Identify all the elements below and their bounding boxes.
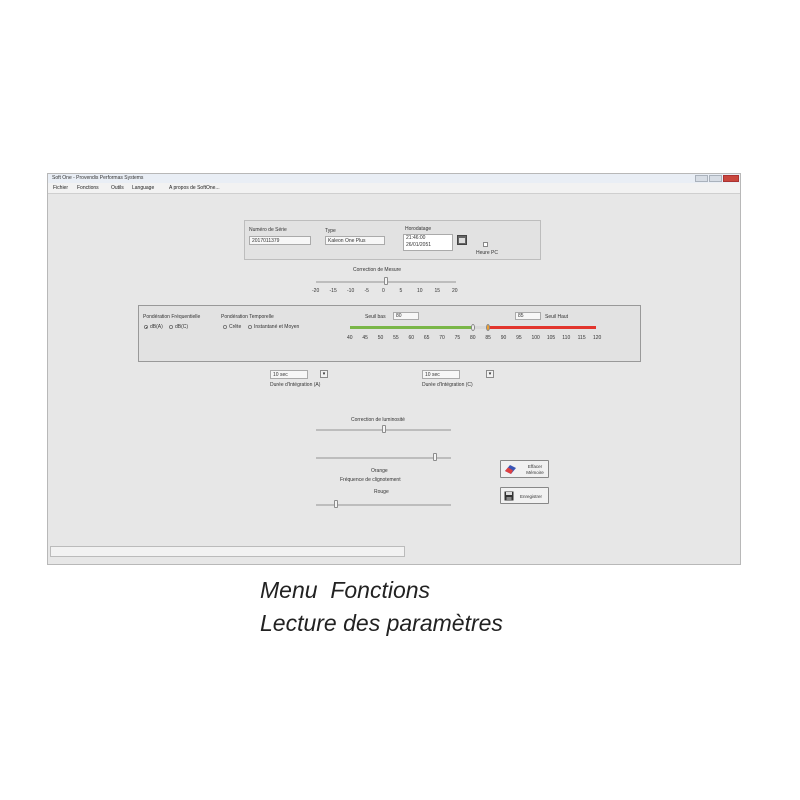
radio-dbc-label: dB(C): [175, 324, 189, 330]
window-title: Soft One - Provendis Performas Systems: [52, 175, 144, 181]
caption-line-2: Lecture des paramètres: [260, 610, 503, 636]
low-threshold-label: Seuil bas: [365, 314, 386, 320]
chevron-down-icon[interactable]: ▾: [486, 370, 494, 378]
blink-track: [316, 457, 451, 459]
integration-c-select[interactable]: 10 sec: [422, 370, 460, 379]
high-threshold-label: Seuil Haut: [545, 314, 569, 320]
blink-slider[interactable]: [433, 453, 437, 461]
level-scale-tick: 40: [347, 335, 353, 341]
level-scale-tick: 60: [408, 335, 415, 341]
level-scale-tick: 55: [393, 335, 399, 341]
brightness-label: Correction de luminosité: [351, 417, 405, 423]
menu-item-language[interactable]: Language: [132, 185, 155, 191]
chevron-down-icon[interactable]: ▾: [320, 370, 328, 378]
measure-correction-tick: 10: [417, 288, 423, 294]
measure-correction-tick: 5: [399, 288, 403, 294]
erase-label-1: Effacer: [527, 464, 543, 469]
level-scale-tick: 65: [423, 335, 430, 341]
menu-item-fonctions[interactable]: Fonctions: [77, 185, 99, 191]
brightness-slider[interactable]: [382, 425, 386, 433]
minimize-button[interactable]: [695, 175, 708, 182]
serial-label: Numéro de Série: [249, 227, 287, 233]
date-value: 26/01/2051: [406, 242, 432, 248]
level-scale-tick: 80: [470, 335, 476, 341]
maximize-button[interactable]: [709, 175, 722, 182]
measure-correction-tick: 20: [452, 288, 458, 294]
clock-label: Horodatage: [405, 226, 432, 232]
rouge-label: Rouge: [374, 489, 389, 495]
low-threshold-handle[interactable]: [471, 324, 475, 331]
measure-correction-tick: -20: [312, 288, 320, 294]
level-green-zone: [350, 326, 473, 329]
level-scale-tick: 70: [439, 335, 445, 341]
measure-correction-tick: 0: [382, 288, 385, 294]
title-bar: [48, 174, 740, 183]
blink-frequency-label: Fréquence de clignotement: [340, 477, 401, 483]
radio-instant-moyen-label: Instantané et Moyen: [254, 324, 300, 330]
radio-dba-label: dB(A): [150, 324, 163, 330]
frequency-weighting-label: Pondération Fréquentielle: [143, 314, 201, 320]
level-scale-tick: 120: [593, 335, 602, 341]
serial-field: 2017011379: [249, 236, 311, 245]
level-scale-tick: 50: [377, 335, 384, 341]
integration-c-label: Durée d'Intégration (C): [422, 382, 473, 388]
type-field: Kaleon One Plus: [325, 236, 385, 245]
application-window: [48, 174, 740, 564]
integration-a-select[interactable]: 10 sec: [270, 370, 308, 379]
level-scale-tick: 115: [577, 335, 586, 341]
level-scale-tick: 105: [546, 335, 556, 341]
menu-item-about[interactable]: A propos de SoftOne...: [169, 185, 220, 191]
pc-hour-label: Heure PC: [476, 250, 498, 256]
time-value: 21:46:00: [406, 235, 426, 241]
level-red-zone: [488, 326, 596, 329]
menu-item-fichier[interactable]: Fichier: [53, 185, 69, 191]
high-threshold-field[interactable]: 85: [515, 312, 541, 320]
weighting-panel: [138, 305, 641, 362]
level-scale-tick: 100: [531, 335, 540, 341]
floppy-disk-icon: [504, 491, 514, 501]
measure-correction-tick: -10: [347, 288, 355, 294]
radio-crete[interactable]: [223, 325, 227, 329]
color-slider[interactable]: [334, 500, 338, 508]
high-threshold-handle[interactable]: [486, 324, 490, 331]
menu-item-outils[interactable]: Outils: [111, 185, 124, 191]
low-threshold-field[interactable]: 80: [393, 312, 419, 320]
radio-dba[interactable]: [144, 325, 148, 329]
measure-correction-label: Correction de Mesure: [353, 267, 402, 273]
level-scale-tick: 110: [562, 335, 571, 341]
measure-correction-tick: 15: [434, 288, 441, 294]
status-bar: [50, 546, 405, 557]
save-label: Enregistrer: [519, 494, 542, 499]
time-weighting-label: Pondération Temporelle: [221, 314, 274, 320]
erase-memory-button[interactable]: [500, 460, 549, 478]
device-info-panel: [244, 220, 541, 260]
radio-dbc[interactable]: [169, 325, 173, 329]
measure-correction-slider[interactable]: [384, 277, 388, 285]
measure-correction-tick: -5: [364, 288, 369, 294]
calendar-icon[interactable]: [457, 235, 467, 245]
level-scale-tick: 90: [500, 335, 507, 341]
radio-instant-moyen[interactable]: [248, 325, 252, 329]
save-button[interactable]: [500, 487, 549, 504]
eraser-icon: [504, 464, 517, 475]
radio-crete-label: Crête: [229, 324, 242, 330]
level-scale-tick: 85: [485, 335, 491, 341]
type-label: Type: [325, 228, 336, 234]
menu-bar: [48, 183, 740, 194]
level-scale-tick: 95: [516, 335, 522, 341]
pc-hour-checkbox[interactable]: [483, 242, 488, 247]
orange-label: Orange: [371, 468, 388, 474]
erase-label-2: Mémoire: [526, 470, 544, 475]
caption-line-1: Menu Fonctions: [260, 577, 431, 603]
close-button[interactable]: [723, 175, 739, 182]
level-scale-tick: 75: [454, 335, 461, 341]
integration-a-label: Durée d'Intégration (A): [270, 382, 321, 388]
level-scale-tick: 45: [362, 335, 368, 341]
clock-field[interactable]: [403, 234, 453, 251]
measure-correction-tick: -15: [329, 288, 337, 294]
level-scale-bar: [350, 326, 596, 329]
